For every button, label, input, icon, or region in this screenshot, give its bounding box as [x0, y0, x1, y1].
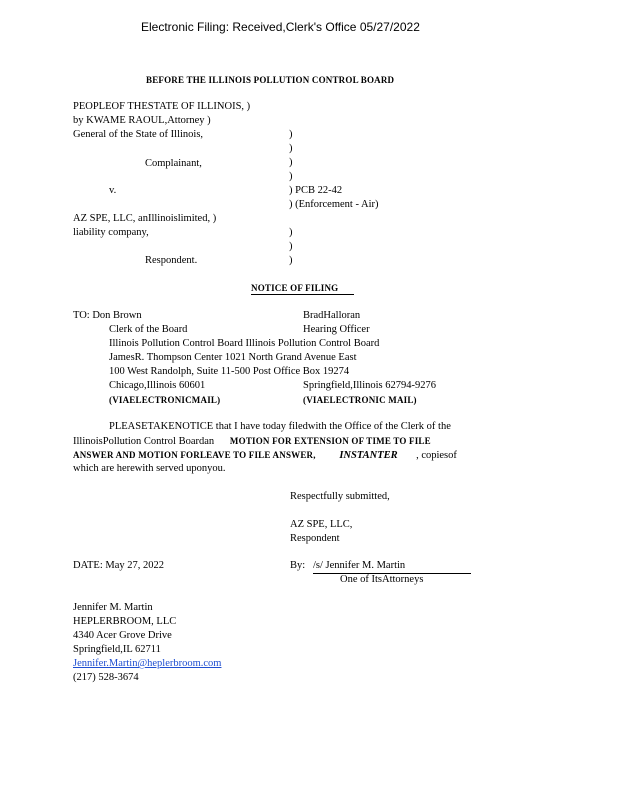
caption-paren: ) — [289, 143, 293, 154]
caption-paren: ) — [289, 171, 293, 182]
signature-line — [313, 559, 471, 574]
to-label: TO: Don Brown — [73, 310, 142, 321]
recipient2-via: (VIAELECTRONIC MAIL) — [303, 395, 417, 405]
caption-plaintiff-line3: General of the State of Illinois, — [73, 129, 204, 140]
recipient2-city: Springfield,Illinois 62794-9276 — [303, 380, 436, 391]
signature: /s/ Jennifer M. Martin — [313, 560, 406, 571]
body-line3 — [73, 448, 457, 463]
caption-plaintiff-line1: PEOPLEOF THESTATE OF ILLINOIS, ) — [73, 101, 251, 112]
caption-respondent: Respondent. — [145, 255, 198, 266]
recipient1-via: (VIAELECTRONICMAIL) — [109, 395, 221, 405]
recipients-address1: JamesR. Thompson Center 1021 North Grand Avenue East — [109, 352, 357, 363]
case-type: ) (Enforcement - Air) — [289, 199, 379, 210]
board-title: BEFORE THE ILLINOIS POLLUTION CONTROL BOARD — [146, 75, 395, 85]
caption-plaintiff-line2: by KWAME RAOUL,Attorney ) — [73, 115, 211, 126]
respectfully-submitted: Respectfully submitted, — [290, 491, 390, 502]
caption-paren: ) — [289, 227, 293, 238]
party-name: AZ SPE, LLC, — [290, 519, 353, 530]
email-link[interactable]: Jennifer.Martin@heplerbroom.com — [73, 658, 222, 669]
by-label: By: — [290, 560, 306, 571]
caption-paren: ) — [289, 129, 293, 140]
caption-versus: v. — [109, 185, 117, 196]
date-line: DATE: May 27, 2022 — [73, 560, 164, 571]
caption-complainant: Complainant, — [145, 158, 202, 169]
recipient1-title: Clerk of the Board — [109, 324, 188, 335]
firm-name: HEPLERBROOM, LLC — [73, 616, 177, 627]
recipients-agency: Illinois Pollution Control Board Illinois Pollution Control Board — [109, 338, 380, 349]
body-line1: PLEASETAKENOTICE that I have today filedwith the Office of the Clerk of the — [109, 421, 451, 432]
recipients-address2: 100 West Randolph, Suite 11-500 Post Office Box 19274 — [109, 366, 350, 377]
caption-paren: ) — [289, 241, 293, 252]
notice-title: NOTICE OF FILING — [251, 282, 354, 295]
filing-stamp-header: Electronic Filing: Received,Clerk's Office 05/27/2022 — [141, 20, 420, 34]
body-line2 — [73, 434, 431, 449]
firm-city: Springfield,IL 62711 — [73, 644, 161, 655]
recipient1-city: Chicago,Illinois 60601 — [109, 380, 206, 391]
phone-number: (217) 528-3674 — [73, 672, 139, 683]
party-role: Respondent — [290, 533, 340, 544]
case-number: ) PCB 22-42 — [289, 185, 343, 196]
firm-address: 4340 Acer Grove Drive — [73, 630, 172, 641]
attorney-name: Jennifer M. Martin — [73, 602, 153, 613]
caption-defendant-line1: AZ SPE, LLC, anIllinoislimited, ) — [73, 213, 217, 224]
recipient2-name: BradHalloran — [303, 310, 361, 321]
body-line4: which are herewith served uponyou. — [73, 463, 226, 474]
motion-title-part1: MOTION FOR EXTENSION OF TIME TO FILE — [229, 436, 431, 446]
attorneys-label: One of ItsAttorneys — [340, 574, 424, 585]
caption-paren: ) — [289, 157, 293, 168]
body-line3-tail: , copiesof — [416, 450, 457, 461]
body-line2-text: IllinoisPollution Control Boardan — [73, 436, 215, 447]
motion-title-part2: ANSWER AND MOTION FORLEAVE TO FILE ANSWER, — [73, 450, 316, 460]
instanter: INSTANTER — [339, 450, 398, 461]
recipient2-title: Hearing Officer — [303, 324, 370, 335]
caption-paren: ) — [289, 255, 293, 266]
caption-defendant-line2: liability company, — [73, 227, 149, 238]
